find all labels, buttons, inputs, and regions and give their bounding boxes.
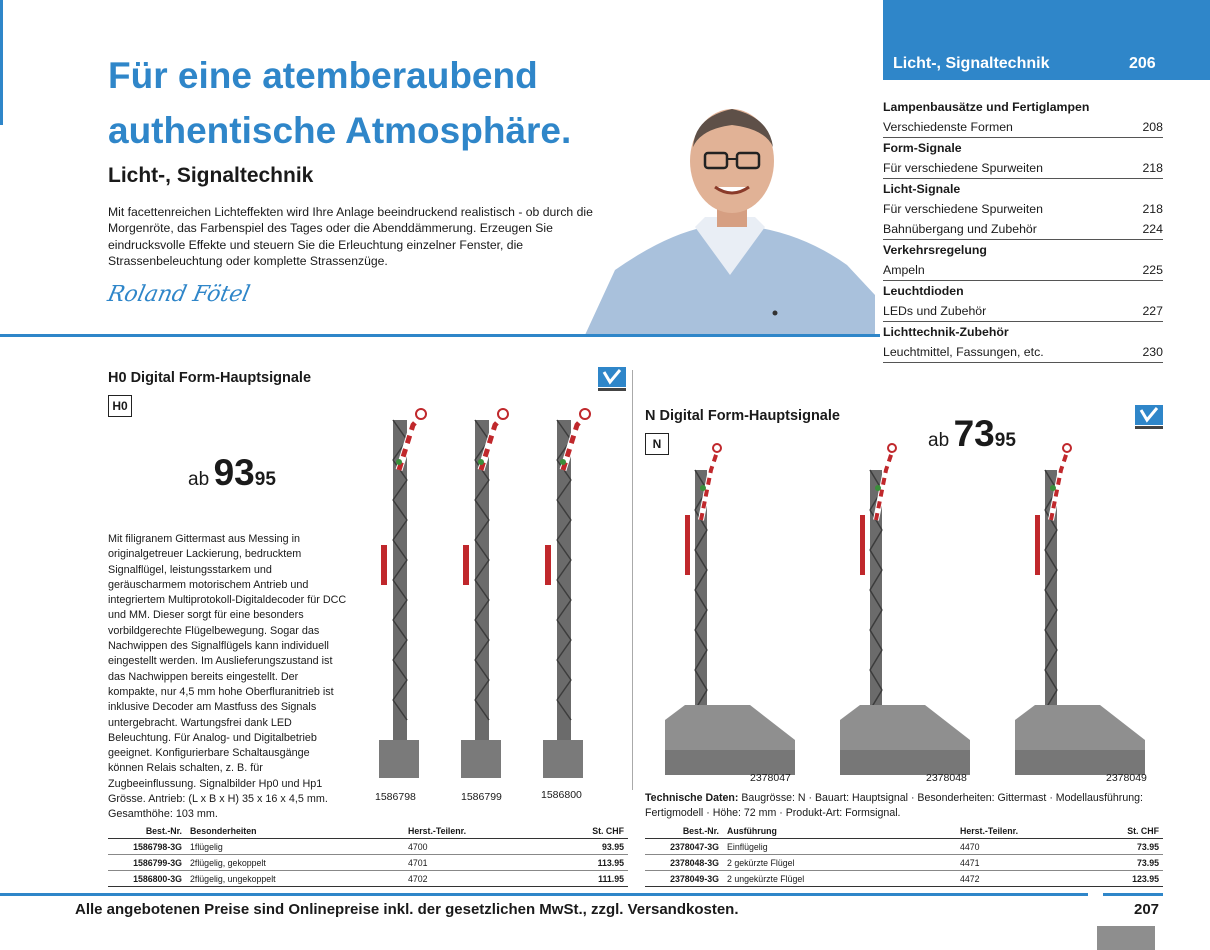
page-headline: Für eine atemberaubend authentische Atmosphäre. [108, 55, 572, 151]
toc-category: Verkehrsregelung [883, 243, 987, 257]
page-number: 207 [1134, 901, 1160, 918]
toc-item[interactable]: Bahnübergang und Zubehör 224 [883, 219, 1163, 240]
h0-signal-images [355, 400, 630, 790]
n-price: ab 7395 [928, 413, 1016, 454]
header-divider [0, 334, 880, 337]
n-signal-images [655, 430, 1170, 780]
table-row[interactable]: 2378049-3G 2 ungekürzte Flügel 4472 123.95 [645, 871, 1163, 887]
page-tab-marker [1097, 926, 1155, 950]
toc-item[interactable]: Leuchtmittel, Fassungen, etc. 230 [883, 342, 1163, 363]
h0-price: ab 9395 [188, 452, 276, 493]
toc-item[interactable]: Für verschiedene Spurweiten 218 [883, 158, 1163, 179]
table-row[interactable]: 1586800-3G 2flügelig, ungekoppelt 4702 111.95 [108, 871, 628, 887]
n-product-table: Best.-Nr. Ausführung Herst.-Teilenr. St. CHF 2378047-3G Einflügelig 4470 73.95 2378048-3G 2 gekürzte Flügel 4471 73.95 2378049-3G 2 ungekürzte Flügel 4472 123.95 [645, 823, 1163, 887]
n-article-1: 2378047 [750, 772, 791, 784]
table-of-contents [883, 97, 1163, 363]
h0-article-3: 1586800 [541, 789, 582, 801]
toc-category: Form-Signale [883, 141, 962, 155]
n-section-title: N Digital Form-Hauptsignale [645, 408, 840, 424]
toc-header [883, 0, 1210, 80]
table-row[interactable]: 2378048-3G 2 gekürzte Flügel 4471 73.95 [645, 855, 1163, 871]
footer-divider-short [1103, 893, 1163, 896]
h0-section-title: H0 Digital Form-Hauptsignale [108, 370, 312, 386]
n-scale-badge: N [645, 433, 669, 455]
left-accent-bar [0, 0, 3, 125]
footer-notice: Alle angebotenen Preise sind Onlinepreise inkl. der gesetzlichen MwSt., zzgl. Versandkosten. [75, 901, 739, 918]
table-row[interactable]: 1586799-3G 2flügelig, gekoppelt 4701 113.95 [108, 855, 628, 871]
toc-title: Licht-, Signaltechnik [893, 55, 1050, 72]
column-divider [632, 370, 633, 790]
toc-page: 206 [1129, 55, 1156, 72]
n-article-2: 2378048 [926, 772, 967, 784]
h0-description: Mit filigranem Gittermast aus Messing in originalgetreuer Lackierung, bedrucktem Signalflügel, leistungsstarkem und geräuscharmem motorischem Antrieb und integriertem Multiprotokoll-Digitaldecoder für DCC und MM. Dieser sorgt für eine besonders vorbildgerechte Flügelbewegung. Sogar das Nachwippen des Signalflügels kann individuell eingestellt werden. Im Auslieferungszustand ist das Nachwippen bereits eingestellt. Der kompakte, nur 4,5 mm hohe Oberfluranitrieb ist inklusive Decoder am Mastfuss des Signals untergebracht. Wartungsfrei dank LED Beleuchtung. Für Analog- und Digitalbetrieb geeignet. Konfigurierbare Schaltausgänge können Relais schalten, z. B. für Zugbeeinflussung. Signalbilder Hp0 und Hp1 Grösse. Antrieb: (L x B x H) 35 x 16 x 4,5 mm. Gesamthöhe: 103 mm. [108, 533, 347, 821]
n-article-3: 2378049 [1106, 772, 1147, 784]
toc-item[interactable]: LEDs und Zubehör 227 [883, 301, 1163, 322]
n-tech-data: Technische Daten: Baugrösse: N · Bauart: Hauptsignal · Besonderheiten: Gittermast · Modellausführung: Fertigmodell · Höhe: 72 mm · Produkt-Art: Formsignal. [645, 792, 1143, 819]
table-row[interactable]: 2378047-3G Einflügelig 4470 73.95 [645, 839, 1163, 855]
h0-product-table: Best.-Nr. Besonderheiten Herst.-Teilenr. St. CHF 1586798-3G 1flügelig 4700 93.95 1586799-3G 2flügelig, gekoppelt 4701 113.95 1586800-3G 2flügelig, ungekoppelt 4702 111.95 [108, 823, 628, 887]
toc-category: Lichttechnik-Zubehör [883, 325, 1009, 339]
brand-logo-icon [1135, 405, 1163, 431]
toc-category: Leuchtdioden [883, 284, 964, 298]
footer-divider [0, 893, 1088, 896]
table-row[interactable]: 1586798-3G 1flügelig 4700 93.95 [108, 839, 628, 855]
toc-item[interactable]: Verschiedenste Formen 208 [883, 117, 1163, 138]
toc-category: Lampenbausätze und Fertiglampen [883, 100, 1090, 114]
toc-category: Licht-Signale [883, 182, 961, 196]
h0-article-2: 1586799 [461, 791, 502, 803]
toc-item[interactable]: Für verschiedene Spurweiten 218 [883, 202, 1163, 216]
section-subhead: Licht-, Signaltechnik [108, 164, 314, 187]
person-portrait [585, 95, 875, 335]
h0-scale-badge: H0 [108, 395, 132, 417]
brand-logo-icon [598, 367, 626, 393]
toc-item[interactable]: Ampeln 225 [883, 260, 1163, 281]
intro-text: Mit facettenreichen Lichteffekten wird Ihre Anlage beeindruckend realistisch - ob durch die Morgenröte, das Farbenspiel des Tages oder die Abenddämmerung. Erzeugen Sie eindrucksvolle Effekte und steuern Sie die Erleuchtung einzelner Fenster, die Strassenbeleuchtung oder komplette Strassenzüge. [108, 205, 593, 268]
h0-article-1: 1586798 [375, 791, 416, 803]
signature: Roland Fötel [105, 282, 253, 307]
